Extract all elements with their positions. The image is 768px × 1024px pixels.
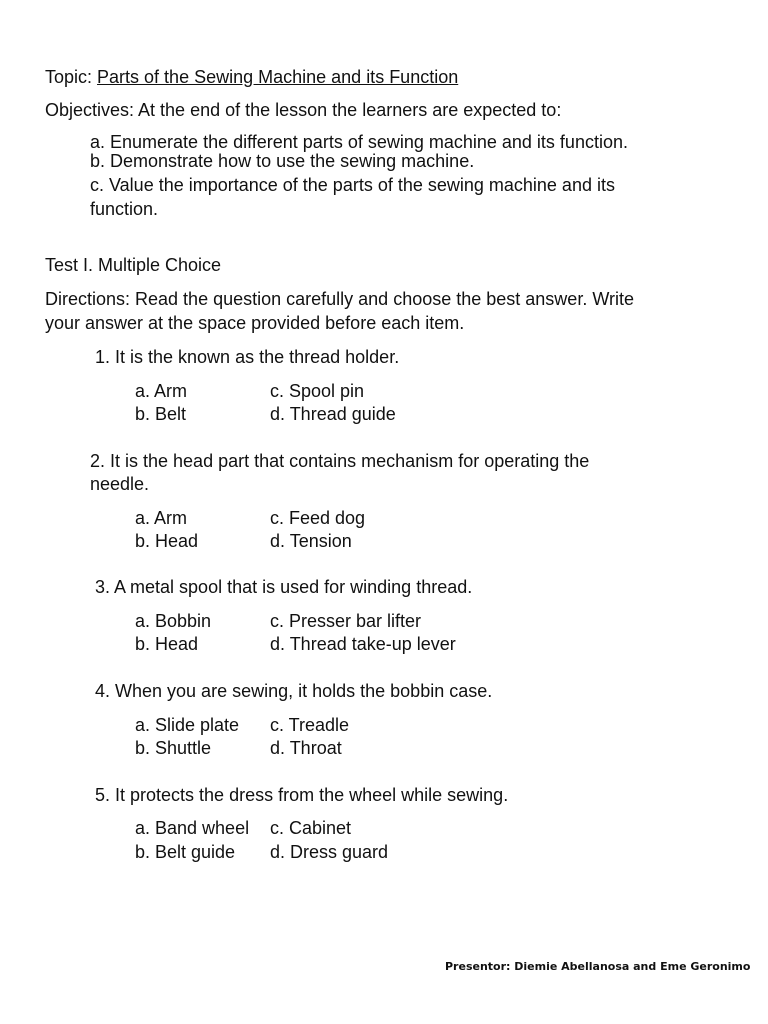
question-4-stem: 4. When you are sewing, it holds the bobbin case. <box>95 681 493 701</box>
question-4-option-a: a. Slide plate <box>135 715 240 735</box>
question-1-stem: 1. It is the known as the thread holder. <box>95 347 400 367</box>
question-2-stem: 2. It is the head part that contains mechanism for operating the <box>90 451 590 471</box>
question-1-option-d: d. Thread guide <box>270 404 396 424</box>
question-3-option-a: a. Bobbin <box>135 611 212 631</box>
question-5-option-b: b. Belt guide <box>135 842 236 862</box>
question-1-option-b: b. Belt <box>135 404 187 424</box>
topic-title: Parts of the Sewing Machine and its Function <box>97 67 459 87</box>
topic-line <box>45 66 458 89</box>
objectives-intro: Objectives: At the end of the lesson the learners are expected to: <box>45 100 562 120</box>
topic-label: Topic: <box>45 67 98 87</box>
objective-c-continued: function. <box>90 199 159 219</box>
question-1-option-c: c. Spool pin <box>270 381 365 401</box>
objective-a: a. Enumerate the different parts of sewing machine and its function. <box>90 132 628 152</box>
presentor-credit: Presentor: Diemie Abellanosa and Eme Geronimo <box>445 960 751 973</box>
question-4-option-d: d. Throat <box>270 738 342 758</box>
question-5-option-d: d. Dress guard <box>270 842 389 862</box>
question-2-option-d: d. Tension <box>270 531 352 551</box>
question-5-option-c: c. Cabinet <box>270 818 352 838</box>
test-title: Test I. Multiple Choice <box>45 255 222 275</box>
question-2-option-c: c. Feed dog <box>270 508 366 528</box>
objective-b: b. Demonstrate how to use the sewing machine. <box>90 151 475 171</box>
directions-line-1: Directions: Read the question carefully and choose the best answer. Write <box>45 289 634 309</box>
question-3-option-c: c. Presser bar lifter <box>270 611 422 631</box>
question-3-stem: 3. A metal spool that is used for winding thread. <box>95 577 473 597</box>
directions-line-2: your answer at the space provided before each item. <box>45 313 465 333</box>
question-3-option-b: b. Head <box>135 634 199 654</box>
question-2-option-b: b. Head <box>135 531 199 551</box>
question-3-option-d: d. Thread take-up lever <box>270 634 456 654</box>
question-4-option-c: c. Treadle <box>270 715 350 735</box>
question-2-stem-continued: needle. <box>90 474 150 494</box>
question-2-option-a: a. Arm <box>135 508 188 528</box>
question-5-stem: 5. It protects the dress from the wheel while sewing. <box>95 785 509 805</box>
question-1-option-a: a. Arm <box>135 381 188 401</box>
question-5-option-a: a. Band wheel <box>135 818 250 838</box>
objective-c: c. Value the importance of the parts of the sewing machine and its <box>90 175 615 195</box>
question-4-option-b: b. Shuttle <box>135 738 212 758</box>
